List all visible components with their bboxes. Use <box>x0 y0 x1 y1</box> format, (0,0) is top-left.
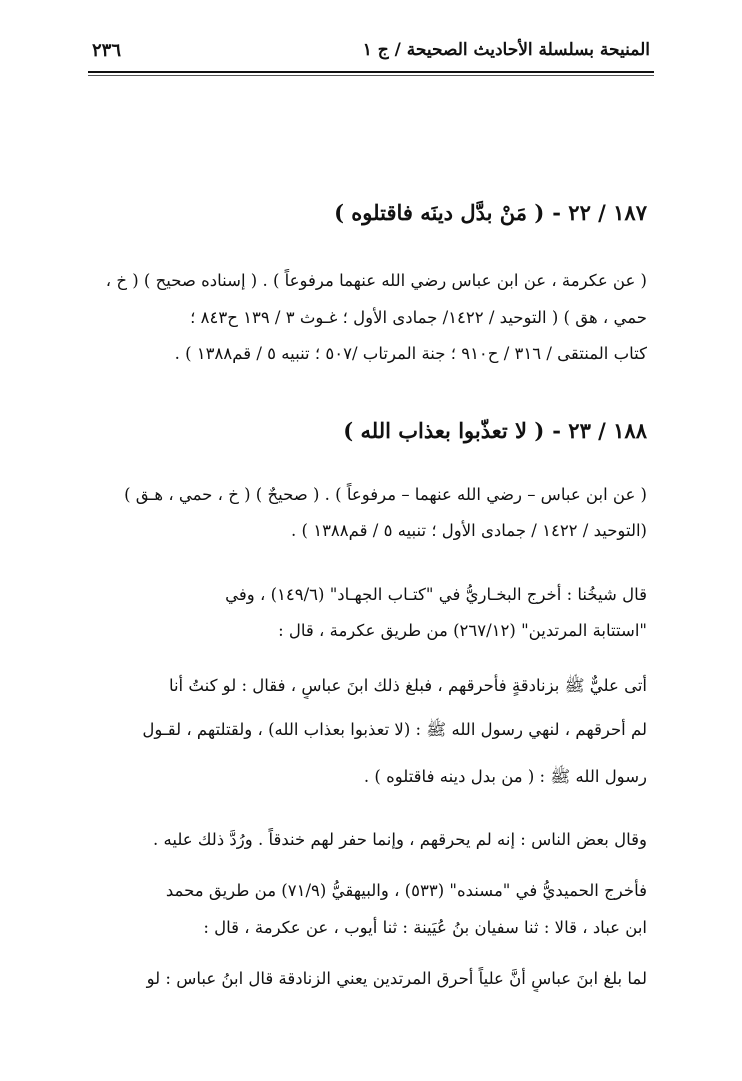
header-rule <box>88 71 654 73</box>
hadith-text-line: ( عن ابن عباس – رضي الله عنهما – مرفوعاً ) . ( صحيحٌ ) ( خ ، حمي ، هـق ) <box>124 485 647 504</box>
commentary-line: ابن عباد ، قالا : ثنا سفيان بنُ عُيَينة : ثنا أيوب ، عن عكرمة ، قال : <box>203 918 647 937</box>
hadith-text-line: ( عن عكرمة ، عن ابن عباس رضي الله عنهما مرفوعاً ) . ( إسناده صحيح ) ( خ ، <box>105 271 647 290</box>
commentary-line: رسول الله ﷺ : ( من بدل دينه فاقتلوه ) . <box>363 767 647 786</box>
commentary-line: أتى عليٌّ ﷺ بزنادقةٍ فأحرقهم ، فبلغ ذلك ابنَ عباسٍ ، فقال : لو كنتُ أنا <box>168 676 647 695</box>
commentary-line: "استتابة المرتدين" (٢٦٧/١٢) من طريق عكرمة ، قال : <box>278 621 647 640</box>
hadith-text-line: (التوحيد / ١٤٢٢ / جمادى الأول ؛ تنبيه ٥ / قم١٣٨٨ ) . <box>291 521 647 540</box>
hadith-text-line: كتاب المنتقى / ٣١٦ / ح٩١٠ ؛ جنة المرتاب /٥٠٧ ؛ تنبيه ٥ / قم١٣٨٨ ) . <box>174 344 647 363</box>
hadith-number: ١٨٧ / ٢٢ - <box>552 200 647 225</box>
hadith-title: ( مَنْ بدَّل دينَه فاقتلوه ) <box>334 200 545 225</box>
running-title: المنيحة بسلسلة الأحاديث الصحيحة / ج ١ <box>362 40 650 60</box>
commentary-line: لما بلغ ابنَ عباسٍ أنَّ علياً أحرق المرتدين يعني الزنادقة قال ابنُ عباس : لو <box>146 969 647 988</box>
running-header <box>92 40 650 70</box>
hadith-heading-188 <box>92 418 647 444</box>
page-number: ٢٣٦ <box>92 40 122 61</box>
hadith-title: ( لا تعذّبوا بعذاب الله ) <box>343 418 545 443</box>
commentary-line: قال شيخُنا : أخرج البخـاريُّ في "كتـاب الجهـاد" (١٤٩/٦) ، وفي <box>225 585 647 604</box>
hadith-text-line: حمي ، هق ) ( التوحيد / ١٤٢٢/ جمادى الأول ؛ غـوث ٣ / ١٣٩ ح٨٤٣ ؛ <box>190 308 647 327</box>
commentary-line: لم أحرقهم ، لنهي رسول الله ﷺ : (لا تعذبوا بعذاب الله) ، ولقتلتهم ، لقـول <box>142 720 647 739</box>
commentary-line: وقال بعض الناس : إنه لم يحرقهم ، وإنما حفر لهم خندقاً . ورُدَّ ذلك عليه . <box>153 830 647 849</box>
header-rule-thin <box>88 75 654 76</box>
hadith-number: ١٨٨ / ٢٣ - <box>552 418 647 443</box>
hadith-heading-187 <box>92 200 647 226</box>
commentary-line: فأخرج الحميديُّ في "مسنده" (٥٣٣) ، والبيهقيُّ (٧١/٩) من طريق محمد <box>165 881 647 900</box>
